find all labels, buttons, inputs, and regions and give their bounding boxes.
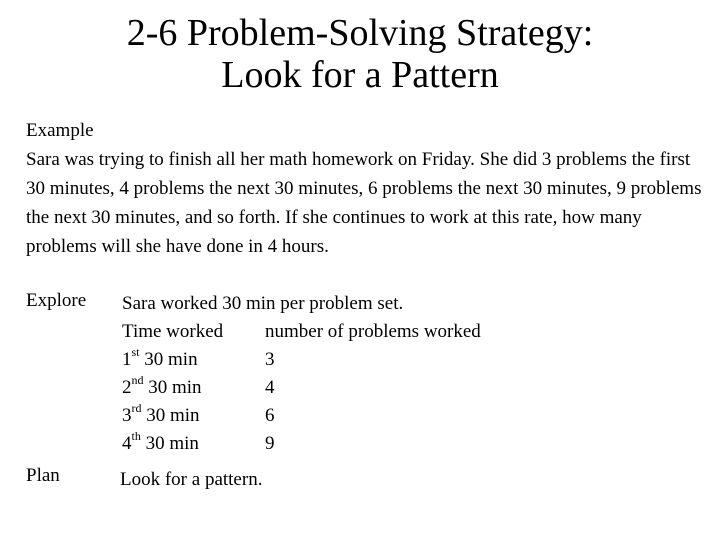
table-header-time: Time worked xyxy=(122,321,224,342)
plan-text: Look for a pattern. xyxy=(120,469,263,490)
count-cell: 6 xyxy=(265,405,275,426)
time-cell: 4th 30 min xyxy=(122,428,199,454)
time-cell: 1st 30 min xyxy=(122,344,198,370)
table-header-row xyxy=(122,318,481,346)
table-row xyxy=(122,430,481,458)
time-cell: 2nd 30 min xyxy=(122,372,202,398)
table-row xyxy=(122,374,481,402)
table-header-problems: number of problems worked xyxy=(265,321,481,342)
example-heading: Example xyxy=(26,120,94,141)
title-line-1: 2-6 Problem-Solving Strategy: xyxy=(126,12,594,54)
example-section xyxy=(26,116,706,261)
explore-intro-text: Sara worked 30 min per problem set. xyxy=(122,293,404,314)
time-cell: 3rd 30 min xyxy=(122,400,200,426)
slide-title xyxy=(0,12,720,96)
explore-intro xyxy=(122,290,481,318)
count-cell: 3 xyxy=(265,349,275,370)
example-problem-text: Sara was trying to finish all her math homework on Friday. She did 3 problems the first 30 minutes, 4 problems the next 30 minutes, 6 problems the next 30 minutes, 9 problems the next 30 minutes, and so forth. If she continues to work at this rate, how many problems will she have done in 4 hours. xyxy=(26,149,702,257)
explore-label: Explore xyxy=(26,290,87,311)
count-cell: 9 xyxy=(265,433,275,454)
title-line-2: Look for a Pattern xyxy=(221,54,499,96)
table-row xyxy=(122,402,481,430)
explore-section xyxy=(122,290,481,458)
table-row xyxy=(122,346,481,374)
count-cell: 4 xyxy=(265,377,275,398)
plan-label: Plan xyxy=(26,465,60,486)
